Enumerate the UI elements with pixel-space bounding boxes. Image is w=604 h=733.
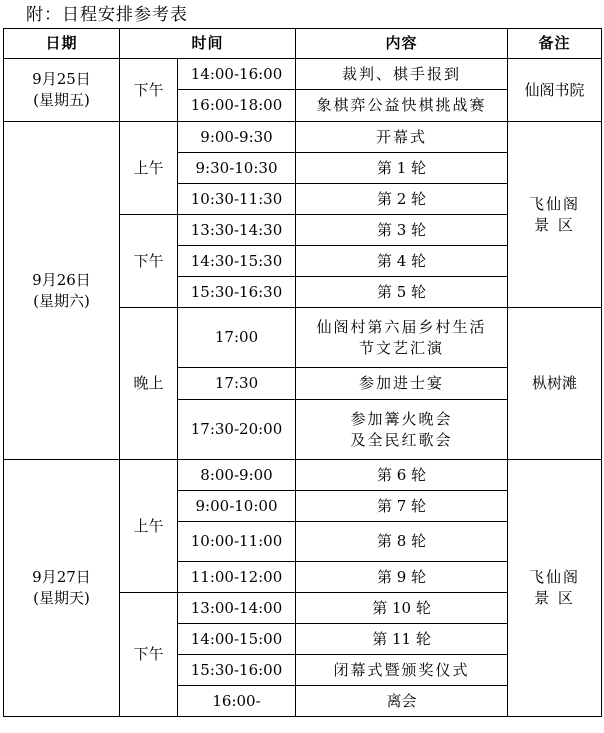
time-cell: 14:00-15:00 [178, 624, 296, 655]
time-cell: 17:30 [178, 368, 296, 400]
time-cell: 17:00 [178, 308, 296, 368]
period-cell: 下午 [120, 59, 178, 122]
content-cell: 第 5 轮 [296, 277, 508, 308]
table-row [4, 460, 602, 491]
time-cell: 14:30-15:30 [178, 246, 296, 277]
content-cell: 第 1 轮 [296, 153, 508, 184]
period-cell: 晚上 [120, 308, 178, 460]
content-cell: 参加篝火晚会 及全民红歌会 [296, 400, 508, 460]
remark-cell: 仙阁书院 [508, 59, 602, 122]
time-cell: 11:00-12:00 [178, 562, 296, 593]
content-cell: 第 6 轮 [296, 460, 508, 491]
table-row [4, 122, 602, 153]
date-cell: 9月26日 (星期六) [4, 122, 120, 460]
time-cell: 15:30-16:00 [178, 655, 296, 686]
time-cell: 8:00-9:00 [178, 460, 296, 491]
time-cell: 14:00-16:00 [178, 59, 296, 90]
header-content: 内容 [296, 29, 508, 59]
time-cell: 13:00-14:00 [178, 593, 296, 624]
content-cell: 第 3 轮 [296, 215, 508, 246]
content-cell: 第 7 轮 [296, 491, 508, 522]
time-cell: 10:00-11:00 [178, 522, 296, 562]
header-remark: 备注 [508, 29, 602, 59]
content-cell: 离会 [296, 686, 508, 717]
time-cell: 10:30-11:30 [178, 184, 296, 215]
remark-cell: 飞仙阁 景 区 [508, 122, 602, 308]
period-cell: 下午 [120, 593, 178, 717]
content-cell: 第 10 轮 [296, 593, 508, 624]
date-cell: 9月27日 (星期天) [4, 460, 120, 717]
date-cell: 9月25日 (星期五) [4, 59, 120, 122]
time-cell: 15:30-16:30 [178, 277, 296, 308]
content-cell: 第 9 轮 [296, 562, 508, 593]
time-cell: 9:00-9:30 [178, 122, 296, 153]
content-cell: 开幕式 [296, 122, 508, 153]
remark-cell: 枞树滩 [508, 308, 602, 460]
time-cell: 16:00- [178, 686, 296, 717]
content-cell: 第 8 轮 [296, 522, 508, 562]
period-cell: 下午 [120, 215, 178, 308]
period-cell: 上午 [120, 460, 178, 593]
content-cell: 仙阁村第六届乡村生活 节文艺汇演 [296, 308, 508, 368]
content-cell: 参加进士宴 [296, 368, 508, 400]
remark-cell: 飞仙阁 景 区 [508, 460, 602, 717]
content-cell: 第 4 轮 [296, 246, 508, 277]
time-cell: 16:00-18:00 [178, 90, 296, 122]
header-date: 日期 [4, 29, 120, 59]
table-row [4, 59, 602, 90]
period-cell: 上午 [120, 122, 178, 215]
document-title: 附：日程安排参考表 [26, 5, 188, 25]
content-cell: 闭幕式暨颁奖仪式 [296, 655, 508, 686]
content-cell: 第 11 轮 [296, 624, 508, 655]
time-cell: 9:30-10:30 [178, 153, 296, 184]
time-cell: 13:30-14:30 [178, 215, 296, 246]
header-time: 时间 [120, 29, 296, 59]
content-cell: 象棋弈公益快棋挑战赛 [296, 90, 508, 122]
header-row [4, 29, 602, 59]
content-cell: 第 2 轮 [296, 184, 508, 215]
time-cell: 17:30-20:00 [178, 400, 296, 460]
time-cell: 9:00-10:00 [178, 491, 296, 522]
content-cell: 裁判、棋手报到 [296, 59, 508, 90]
schedule-table [3, 28, 602, 717]
